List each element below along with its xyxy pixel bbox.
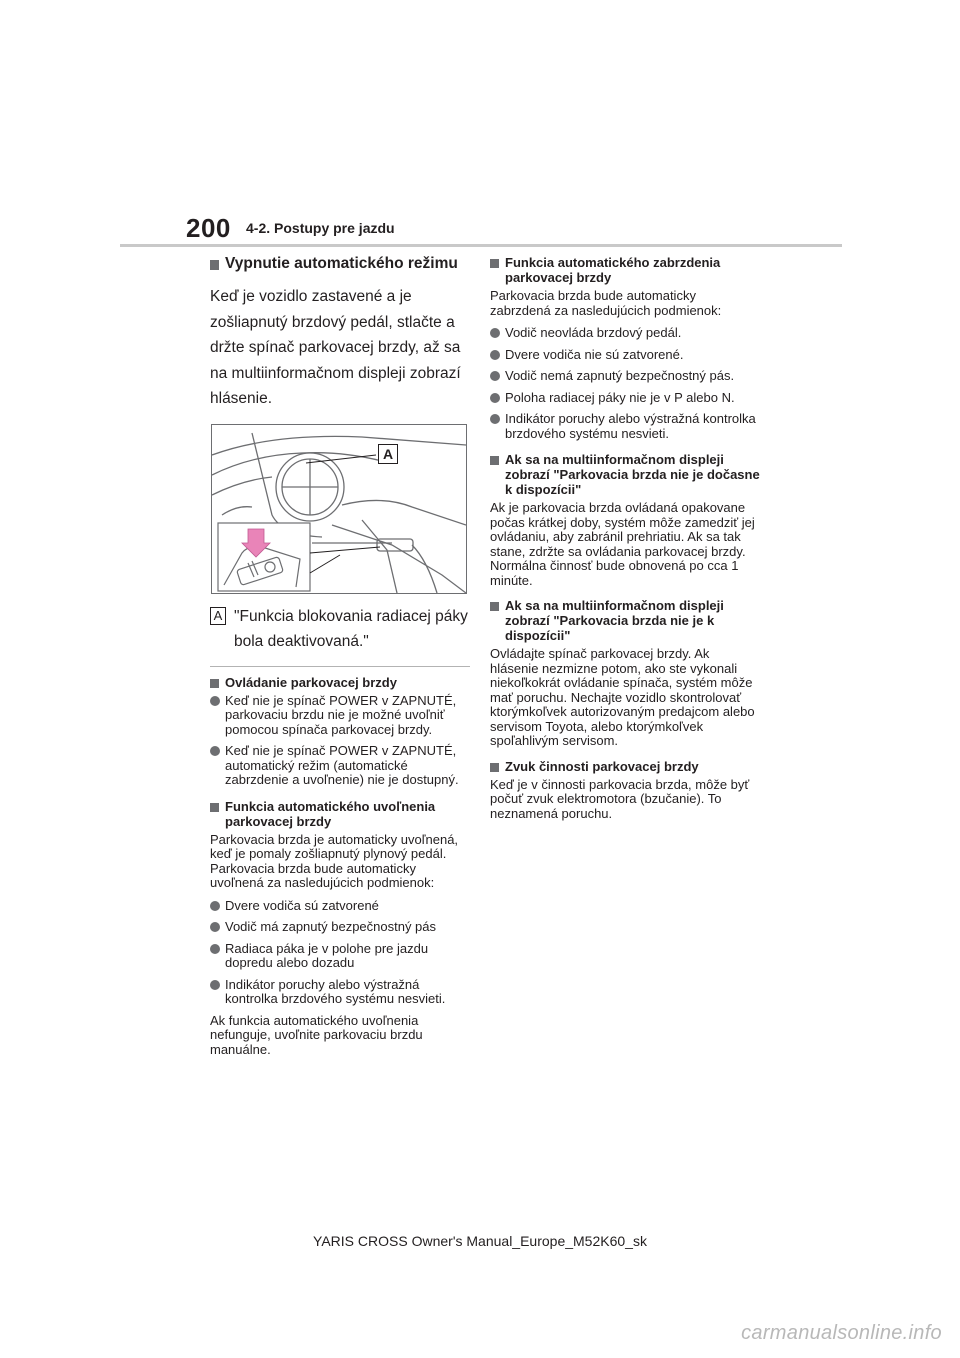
unavailable-temp-heading: Ak sa na multiinformačnom displeji zobrazí "Parkovacia brzda nie je dočasne k dispozícii" (490, 452, 760, 497)
list-item: Keď nie je spínač POWER v ZAPNUTÉ, parkovaciu brzdu nie je možné uvoľniť pomocou spínača parkovacej brzdy. (210, 694, 470, 738)
round-bullet-icon (210, 944, 220, 954)
list-item: Dvere vodiča nie sú zatvorené. (490, 348, 760, 363)
square-bullet-icon (210, 679, 219, 688)
square-bullet-icon (490, 763, 499, 772)
round-bullet-icon (210, 746, 220, 756)
square-bullet-icon (490, 602, 499, 611)
sound-heading: Zvuk činnosti parkovacej brzdy (490, 759, 760, 774)
unavailable-body: Ovládajte spínač parkovacej brzdy. Ak hlásenie nezmizne potom, ako ste vykonali niekoľkokrát ovládanie spínača, systém môže mať poruchu. Nechajte vozidlo skontrolovať ktorýmkoľvek autorizovaným predajcom alebo servisom Toyota, alebo ktorýmkoľvek spoľahlivým servisom. (490, 646, 755, 748)
auto-release-heading: Funkcia automatického uvoľnenia parkovacej brzdy (210, 799, 470, 829)
mode-off-heading: Vypnutie automatického režimu (210, 255, 470, 273)
round-bullet-icon (490, 371, 500, 381)
round-bullet-icon (490, 393, 500, 403)
auto-release-body-2: Parkovacia brzda bude automaticky uvoľnená za nasledujúcich podmienok: (210, 860, 435, 890)
list-item: Vodič nemá zapnutý bezpečnostný pás. (490, 369, 760, 384)
auto-apply-body: Parkovacia brzda bude automaticky zabrzdená za nasledujúcich podmienok: (490, 288, 722, 318)
square-bullet-icon (210, 803, 219, 812)
page-footer: YARIS CROSS Owner's Manual_Europe_M52K60_sk (313, 1233, 647, 1249)
round-bullet-icon (210, 901, 220, 911)
operation-heading: Ovládanie parkovacej brzdy (210, 675, 470, 690)
round-bullet-icon (210, 922, 220, 932)
figure-callout-a: A (378, 444, 398, 464)
unavailable-heading: Ak sa na multiinformačnom displeji zobrazí "Parkovacia brzda nie je k dispozícii" (490, 598, 760, 643)
list-item: Dvere vodiča sú zatvorené (210, 899, 470, 914)
figure-caption (210, 604, 470, 654)
auto-release-footer-text: Ak funkcia automatického uvoľnenia nefunguje, uvoľnite parkovaciu brzdu manuálne. (210, 1012, 423, 1057)
round-bullet-icon (490, 350, 500, 360)
watermark: carmanualsonline.info (741, 1322, 942, 1344)
dashboard-drawing (212, 425, 466, 593)
square-bullet-icon (210, 260, 219, 270)
unavailable-temp-body: Ak je parkovacia brzda ovládaná opakovane počas krátkej doby, systém môže zamedziť jej ovládaniu, aby zabránil prehriatiu. Ak sa tak stane, zdržte sa ovládania parkovacej brzdy. Normálna činnosť bude obnovená po cca 1 minúte. (490, 500, 755, 588)
list-item: Keď nie je spínač POWER v ZAPNUTÉ, automatický režim (automatické zabrzdenie a uvoľnenie) nie je dostupný. (210, 744, 470, 788)
auto-apply-heading: Funkcia automatického zabrzdenia parkovacej brzdy (490, 255, 760, 285)
left-column (210, 255, 470, 1062)
right-column (490, 255, 760, 826)
section-divider (210, 666, 470, 667)
list-item: Vodič neovláda brzdový pedál. (490, 326, 760, 341)
square-bullet-icon (490, 259, 499, 268)
round-bullet-icon (210, 696, 220, 706)
mode-off-body: Keď je vozidlo zastavené a je zošliapnutý brzdový pedál, stlačte a držte spínač parkovacej brzdy, až sa na multiinformačnom displeji zobrazí hlásenie. (210, 288, 461, 407)
list-item: Indikátor poruchy alebo výstražná kontrolka brzdového systému nesvieti. (210, 978, 470, 1007)
page-number: 200 (186, 213, 231, 243)
list-item: Poloha radiacej páky nie je v P alebo N. (490, 391, 760, 406)
parking-brake-illustration (211, 424, 467, 594)
list-item: Indikátor poruchy alebo výstražná kontrolka brzdového systému nesvieti. (490, 412, 760, 441)
caption-label-a: A (210, 607, 226, 625)
section-title: 4-2. Postupy pre jazdu (246, 220, 395, 236)
round-bullet-icon (210, 980, 220, 990)
header-divider (120, 244, 842, 247)
list-item: Radiaca páka je v polohe pre jazdu dopredu alebo dozadu (210, 942, 470, 971)
list-item: Vodič má zapnutý bezpečnostný pás (210, 920, 470, 935)
round-bullet-icon (490, 414, 500, 424)
sound-body: Keď je v činnosti parkovacia brzda, môže byť počuť zvuk elektromotora (bzučanie). To neznamená poruchu. (490, 776, 750, 821)
square-bullet-icon (490, 456, 499, 465)
round-bullet-icon (490, 328, 500, 338)
caption-text: "Funkcia blokovania radiacej páky bola deaktivovaná." (234, 607, 468, 650)
auto-release-body-1: Parkovacia brzda je automaticky uvoľnená, keď je pomaly zošliapnutý plynový pedál. (210, 831, 459, 861)
